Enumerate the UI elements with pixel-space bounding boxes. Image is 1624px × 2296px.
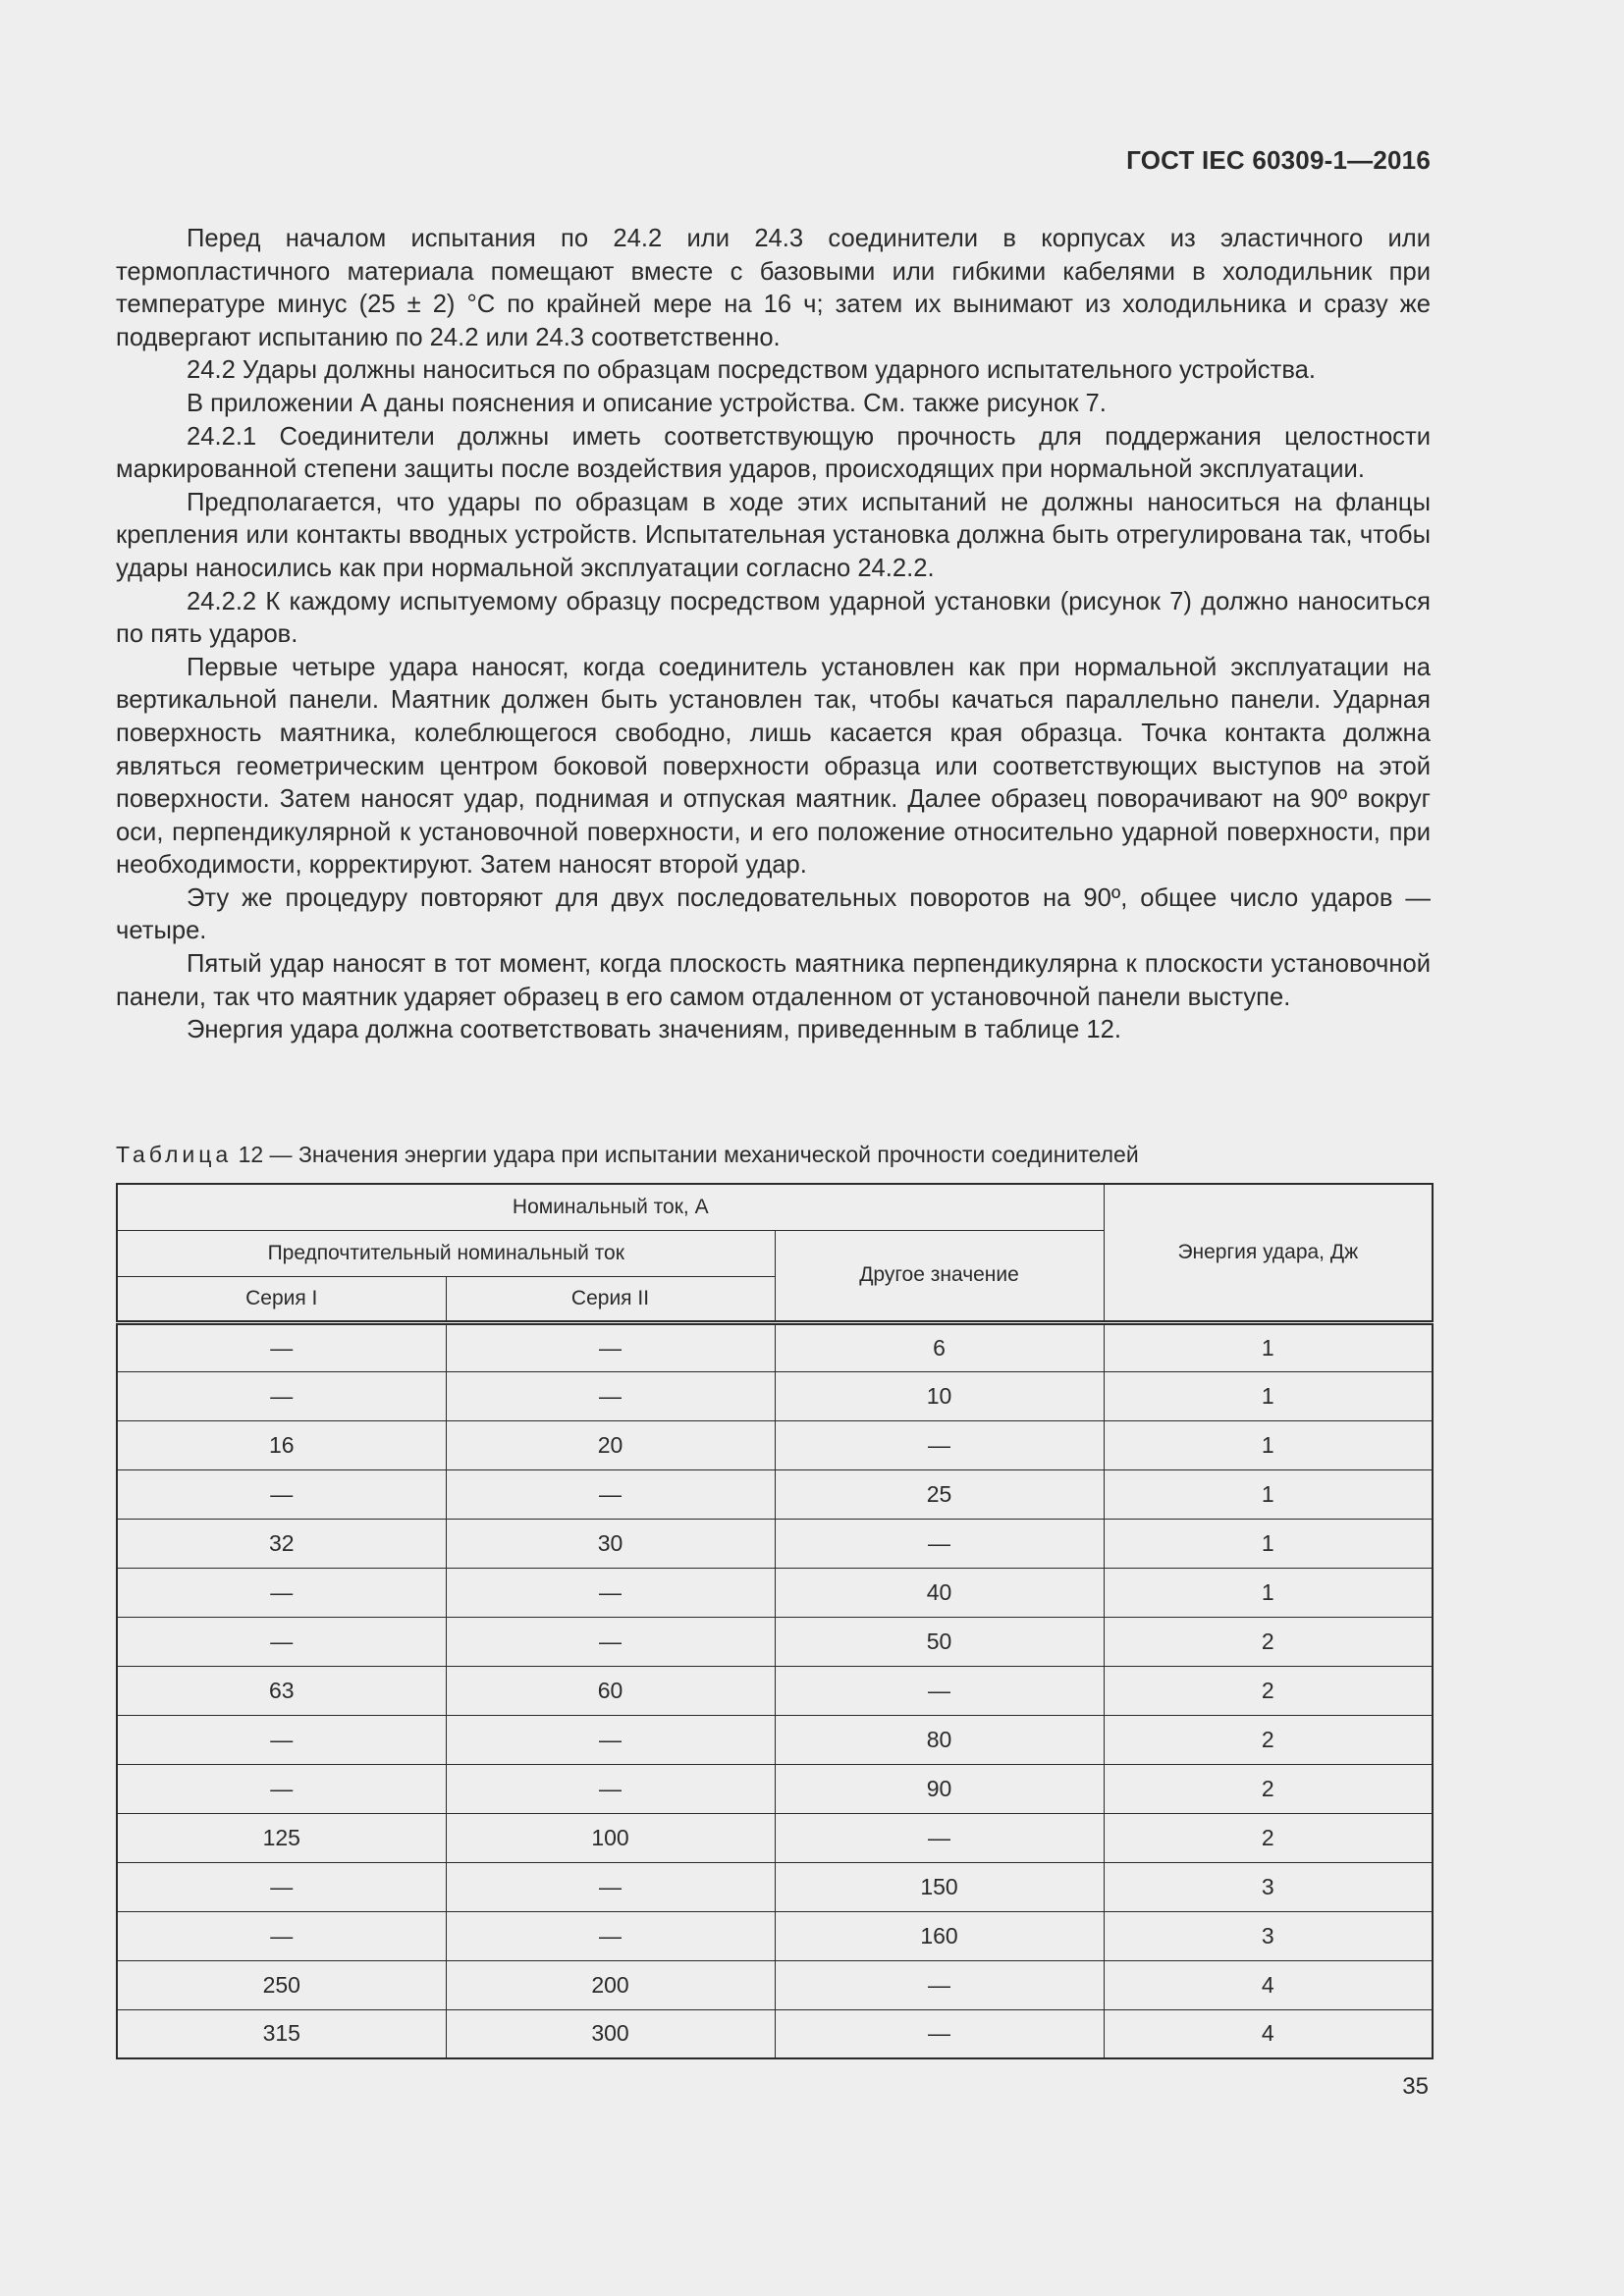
cell-series-1: 63 bbox=[117, 1666, 446, 1715]
table-row bbox=[117, 1862, 1433, 1911]
paragraph: Первые четыре удара наносят, когда соединитель установлен как при нормальной эксплуатации на вертикальной панели. Маятник должен быть установлен так, чтобы качаться параллельно панели. Ударная поверхность маятника, колеблющегося свободно, лишь касается края образца. Точка контакта должна являться геометрическим центром боковой поверхности образца или соответствующих выступов на этой поверхности. Затем наносят удар, поднимая и отпуская маятник. Далее образец поворачивают на 90º вокруг оси, перпендикулярной к установочной поверхности, и его положение относительно ударной поверхности, при необходимости, корректируют. Затем наносят второй удар. bbox=[116, 653, 1431, 880]
table-row bbox=[117, 2009, 1433, 2058]
cell-series-1: 250 bbox=[117, 1960, 446, 2009]
cell-series-2: — bbox=[446, 1715, 775, 1764]
cell-other-value: — bbox=[775, 1420, 1104, 1469]
cell-series-2: — bbox=[446, 1764, 775, 1813]
cell-series-1: — bbox=[117, 1911, 446, 1960]
cell-other-value: — bbox=[775, 1813, 1104, 1862]
table-row bbox=[117, 1519, 1433, 1568]
cell-impact-energy: 1 bbox=[1104, 1420, 1433, 1469]
header-other-value: Другое значение bbox=[775, 1230, 1104, 1322]
header-rated-current: Номинальный ток, А bbox=[117, 1184, 1104, 1230]
cell-series-2: — bbox=[446, 1371, 775, 1420]
impact-energy-table bbox=[116, 1183, 1434, 2059]
table-row bbox=[117, 1322, 1433, 1371]
cell-series-1: — bbox=[117, 1371, 446, 1420]
cell-other-value: 40 bbox=[775, 1568, 1104, 1617]
cell-series-1: — bbox=[117, 1715, 446, 1764]
cell-impact-energy: 1 bbox=[1104, 1568, 1433, 1617]
cell-series-1: 16 bbox=[117, 1420, 446, 1469]
cell-series-2: 200 bbox=[446, 1960, 775, 2009]
cell-impact-energy: 3 bbox=[1104, 1911, 1433, 1960]
cell-series-2: 100 bbox=[446, 1813, 775, 1862]
cell-series-1: 32 bbox=[117, 1519, 446, 1568]
paragraph: Перед началом испытания по 24.2 или 24.3 соединители в корпусах из эластичного или термопластичного материала помещают вместе с базовыми или гибкими кабелями в холодильник при температуре минус (25 ± 2) °С по крайней мере на 16 ч; затем их вынимают из холодильника и сразу же подвергают испытанию по 24.2 или 24.3 соответственно. bbox=[116, 225, 1431, 351]
paragraph: 24.2.1 Соединители должны иметь соответствующую прочность для поддержания целостности маркированной степени защиты после воздействия ударов, происходящих при нормальной эксплуатации. bbox=[116, 422, 1431, 484]
table-row bbox=[117, 1617, 1433, 1666]
cell-other-value: 80 bbox=[775, 1715, 1104, 1764]
cell-series-1: 315 bbox=[117, 2009, 446, 2058]
table-row bbox=[117, 1371, 1433, 1420]
cell-impact-energy: 1 bbox=[1104, 1371, 1433, 1420]
paragraph: Эту же процедуру повторяют для двух последовательных поворотов на 90º, общее число ударов — четыре. bbox=[116, 883, 1431, 945]
cell-impact-energy: 3 bbox=[1104, 1862, 1433, 1911]
body-text bbox=[116, 223, 1431, 1047]
paragraph: Энергия удара должна соответствовать значениям, приведенным в таблице 12. bbox=[187, 1016, 1122, 1044]
cell-series-1: — bbox=[117, 1764, 446, 1813]
cell-impact-energy: 1 bbox=[1104, 1519, 1433, 1568]
cell-impact-energy: 2 bbox=[1104, 1666, 1433, 1715]
cell-other-value: — bbox=[775, 2009, 1104, 2058]
table-row bbox=[117, 1715, 1433, 1764]
table-row bbox=[117, 1666, 1433, 1715]
table-row bbox=[117, 1469, 1433, 1519]
cell-series-2: — bbox=[446, 1911, 775, 1960]
table-caption-text: 12 — Значения энергии удара при испытании механической прочности соединителей bbox=[232, 1142, 1139, 1167]
cell-series-2: — bbox=[446, 1469, 775, 1519]
cell-impact-energy: 1 bbox=[1104, 1322, 1433, 1371]
cell-impact-energy: 4 bbox=[1104, 1960, 1433, 2009]
cell-other-value: 90 bbox=[775, 1764, 1104, 1813]
cell-series-1: — bbox=[117, 1469, 446, 1519]
cell-other-value: 160 bbox=[775, 1911, 1104, 1960]
page-number: 35 bbox=[1402, 2073, 1429, 2100]
table-row bbox=[117, 1420, 1433, 1469]
paragraph: Предполагается, что удары по образцам в ходе этих испытаний не должны наноситься на фланцы крепления или контакты вводных устройств. Испытательная установка должна быть отрегулирована так, чтобы удары наносились как при нормальной эксплуатации согласно 24.2.2. bbox=[116, 488, 1431, 582]
cell-series-2: 20 bbox=[446, 1420, 775, 1469]
header-series-1: Серия I bbox=[117, 1276, 446, 1322]
cell-series-2: — bbox=[446, 1862, 775, 1911]
cell-series-1: — bbox=[117, 1862, 446, 1911]
header-preferred-current: Предпочтительный номинальный ток bbox=[117, 1230, 775, 1276]
table-row bbox=[117, 1764, 1433, 1813]
cell-impact-energy: 2 bbox=[1104, 1813, 1433, 1862]
cell-other-value: — bbox=[775, 1666, 1104, 1715]
cell-other-value: 25 bbox=[775, 1469, 1104, 1519]
document-header: ГОСТ IEC 60309-1—2016 bbox=[1126, 145, 1431, 175]
cell-series-2: 30 bbox=[446, 1519, 775, 1568]
cell-impact-energy: 2 bbox=[1104, 1764, 1433, 1813]
table-row bbox=[117, 1960, 1433, 2009]
cell-series-1: 125 bbox=[117, 1813, 446, 1862]
table-row bbox=[117, 1568, 1433, 1617]
cell-series-2: — bbox=[446, 1568, 775, 1617]
cell-other-value: 6 bbox=[775, 1322, 1104, 1371]
cell-impact-energy: 1 bbox=[1104, 1469, 1433, 1519]
paragraph: В приложении А даны пояснения и описание устройства. См. также рисунок 7. bbox=[187, 389, 1107, 417]
cell-series-1: — bbox=[117, 1568, 446, 1617]
cell-series-2: 60 bbox=[446, 1666, 775, 1715]
cell-series-1: — bbox=[117, 1322, 446, 1371]
cell-other-value: 150 bbox=[775, 1862, 1104, 1911]
header-impact-energy: Энергия удара, Дж bbox=[1104, 1184, 1433, 1322]
cell-series-2: — bbox=[446, 1617, 775, 1666]
table-caption-label: Таблица bbox=[116, 1142, 233, 1167]
header-series-2: Серия II bbox=[446, 1276, 775, 1322]
cell-other-value: 10 bbox=[775, 1371, 1104, 1420]
paragraph: 24.2 Удары должны наноситься по образцам посредством ударного испытательного устройства. bbox=[187, 356, 1316, 385]
table-row bbox=[117, 1911, 1433, 1960]
cell-series-2: 300 bbox=[446, 2009, 775, 2058]
cell-impact-energy: 2 bbox=[1104, 1617, 1433, 1666]
paragraph: 24.2.2 К каждому испытуемому образцу посредством ударной установки (рисунок 7) должно наноситься по пять ударов. bbox=[116, 587, 1431, 649]
cell-other-value: 50 bbox=[775, 1617, 1104, 1666]
table-row bbox=[117, 1813, 1433, 1862]
table-caption bbox=[116, 1142, 1139, 1168]
cell-series-1: — bbox=[117, 1617, 446, 1666]
paragraph: Пятый удар наносят в тот момент, когда плоскость маятника перпендикулярна к плоскости установочной панели, так что маятник ударяет образец в его самом отдаленном от установочной панели выступе. bbox=[116, 950, 1431, 1011]
cell-series-2: — bbox=[446, 1322, 775, 1371]
cell-impact-energy: 4 bbox=[1104, 2009, 1433, 2058]
cell-other-value: — bbox=[775, 1519, 1104, 1568]
cell-other-value: — bbox=[775, 1960, 1104, 2009]
cell-impact-energy: 2 bbox=[1104, 1715, 1433, 1764]
